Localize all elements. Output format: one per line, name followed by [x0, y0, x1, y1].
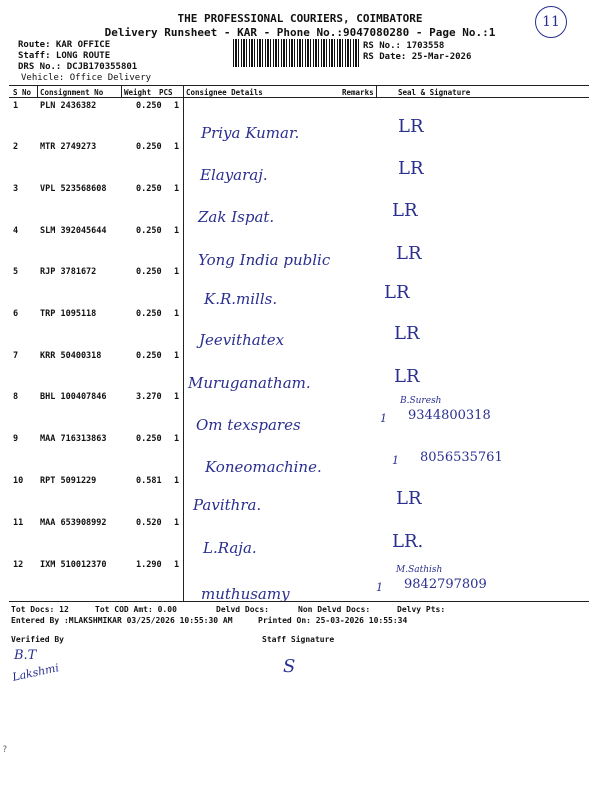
tot-cod: Tot COD Amt: 0.00 — [95, 605, 177, 614]
row-consignee: Jeevithatex — [199, 331, 285, 349]
runsheet-subtitle: Delivery Runsheet - KAR - Phone No.:9047080280 - Page No.:1 — [104, 26, 496, 39]
non-delvd-docs: Non Delvd Docs: — [298, 605, 371, 614]
row-signature: LR — [394, 323, 420, 344]
row-signature: 9842797809 — [404, 577, 487, 592]
row-weight: 0.250 — [136, 434, 162, 444]
row-pcs: 1 — [174, 476, 180, 486]
row-pcs: 1 — [174, 392, 180, 402]
row-weight: 0.250 — [136, 309, 162, 319]
row-consignment: MAA 653908992 — [40, 518, 107, 528]
rs-date: RS Date: 25-Mar-2026 — [363, 52, 472, 62]
col-sep — [121, 86, 122, 97]
verified-by-label: Verified By — [11, 635, 64, 644]
row-sno: 12 — [13, 560, 24, 570]
tot-docs: Tot Docs: 12 — [11, 605, 69, 614]
rs-number: RS No.: 1703558 — [363, 41, 445, 51]
row-signature: 8056535761 — [420, 450, 503, 465]
row-consignment: MAA 716313863 — [40, 434, 107, 444]
col-consignment: Consignment No — [40, 88, 104, 97]
row-consignment: MTR 2749273 — [40, 142, 97, 152]
row-consignee: Yong India public — [198, 251, 331, 269]
row-sno: 5 — [13, 267, 19, 277]
row-sno: 10 — [13, 476, 24, 486]
vehicle-label: Vehicle: Office Delivery — [21, 73, 152, 83]
row-signature-pcs: 1 — [392, 454, 399, 467]
row-signature: 9344800318 — [408, 408, 491, 423]
row-pcs: 1 — [174, 518, 180, 528]
row-weight: 0.581 — [136, 476, 162, 486]
row-signature: LR — [392, 200, 418, 221]
printed-on: Printed On: 25-03-2026 10:55:34 — [258, 616, 408, 625]
row-pcs: 1 — [174, 226, 180, 236]
row-weight: 0.250 — [136, 351, 162, 361]
drs-label: DRS No.: DCJB170355801 — [18, 62, 138, 72]
row-consignment: IXM 510012370 — [40, 560, 107, 570]
col-sep — [183, 86, 184, 601]
row-sno: 9 — [13, 434, 19, 444]
row-weight: 0.250 — [136, 142, 162, 152]
row-signature: LR — [384, 282, 410, 303]
staff-signature-label: Staff Signature — [262, 635, 335, 644]
row-signature: LR — [398, 116, 424, 137]
table-bottom-rule — [9, 601, 589, 602]
row-consignment: SLM 392045644 — [40, 226, 107, 236]
row-pcs: 1 — [174, 101, 180, 111]
barcode — [233, 39, 359, 67]
row-consignment: TRP 1095118 — [40, 309, 97, 319]
row-consignee: K.R.mills. — [204, 290, 278, 308]
row-consignee: muthusamy — [201, 585, 290, 603]
row-consignment: PLN 2436382 — [40, 101, 97, 111]
row-consignee: Pavithra. — [193, 496, 262, 514]
row-sno: 3 — [13, 184, 19, 194]
col-sno: S No — [13, 88, 32, 97]
row-pcs: 1 — [174, 142, 180, 152]
col-pcs: PCS — [159, 88, 173, 97]
col-weight: Weight — [124, 88, 152, 97]
row-pcs: 1 — [174, 309, 180, 319]
row-weight: 0.520 — [136, 518, 162, 528]
col-remarks: Remarks — [342, 88, 374, 97]
row-weight: 0.250 — [136, 226, 162, 236]
col-sep — [37, 86, 38, 97]
row-weight: 3.270 — [136, 392, 162, 402]
row-consignee: Koneomachine. — [205, 458, 322, 476]
row-consignee: Elayaraj. — [200, 166, 268, 184]
col-seal-signature: Seal & Signature — [398, 88, 471, 97]
row-signature-pcs: 1 — [376, 581, 383, 594]
delvy-pts: Delvy Pts: — [397, 605, 446, 614]
row-weight: 0.250 — [136, 267, 162, 277]
row-sno: 7 — [13, 351, 19, 361]
row-consignee: Muruganatham. — [188, 374, 311, 392]
row-signature: LR — [396, 243, 422, 264]
row-pcs: 1 — [174, 351, 180, 361]
company-name: THE PROFESSIONAL COURIERS, COIMBATORE — [177, 12, 423, 25]
delvd-docs: Delvd Docs: — [216, 605, 269, 614]
row-sno: 11 — [13, 518, 24, 528]
entered-by: Entered By :MLAKSHMIKAR 03/25/2026 10:55:30 AM — [11, 616, 233, 625]
row-consignment: VPL 523568608 — [40, 184, 107, 194]
row-consignment: KRR 50400318 — [40, 351, 102, 361]
verified-signature: B.T — [14, 648, 37, 663]
row-signature-extra: M.Sathish — [396, 565, 443, 575]
row-sno: 6 — [13, 309, 19, 319]
row-consignee: L.Raja. — [203, 539, 257, 557]
row-consignment: RJP 3781672 — [40, 267, 97, 277]
row-weight: 0.250 — [136, 184, 162, 194]
row-weight: 0.250 — [136, 101, 162, 111]
row-signature: LR — [394, 366, 420, 387]
row-sno: 1 — [13, 101, 19, 111]
row-signature: LR — [396, 488, 422, 509]
page-circle-note: 11 — [535, 6, 567, 38]
col-consignee: Consignee Details — [186, 88, 263, 97]
row-pcs: 1 — [174, 184, 180, 194]
row-consignee: Zak Ispat. — [198, 208, 275, 226]
verified-signature-name: Lakshmi — [11, 661, 61, 684]
row-signature: LR. — [392, 531, 424, 552]
staff-signature-mark: S — [283, 656, 296, 677]
row-sno: 8 — [13, 392, 19, 402]
row-sno: 2 — [13, 142, 19, 152]
route-label: Route: KAR OFFICE — [18, 40, 111, 50]
row-consignee: Priya Kumar. — [201, 124, 300, 142]
row-signature-pcs: 1 — [380, 412, 387, 425]
table-header-rule — [9, 97, 589, 98]
row-consignment: BHL 100407846 — [40, 392, 107, 402]
row-signature-extra: B.Suresh — [400, 396, 442, 406]
row-sno: 4 — [13, 226, 19, 236]
margin-note: ? — [2, 745, 8, 755]
row-signature: LR — [398, 158, 424, 179]
staff-label: Staff: LONG ROUTE — [18, 51, 111, 61]
col-sep — [376, 86, 377, 97]
row-pcs: 1 — [174, 267, 180, 277]
row-weight: 1.290 — [136, 560, 162, 570]
table-top-rule — [9, 85, 589, 86]
row-consignment: RPT 5091229 — [40, 476, 97, 486]
row-consignee: Om texspares — [196, 416, 301, 434]
row-pcs: 1 — [174, 434, 180, 444]
row-pcs: 1 — [174, 560, 180, 570]
